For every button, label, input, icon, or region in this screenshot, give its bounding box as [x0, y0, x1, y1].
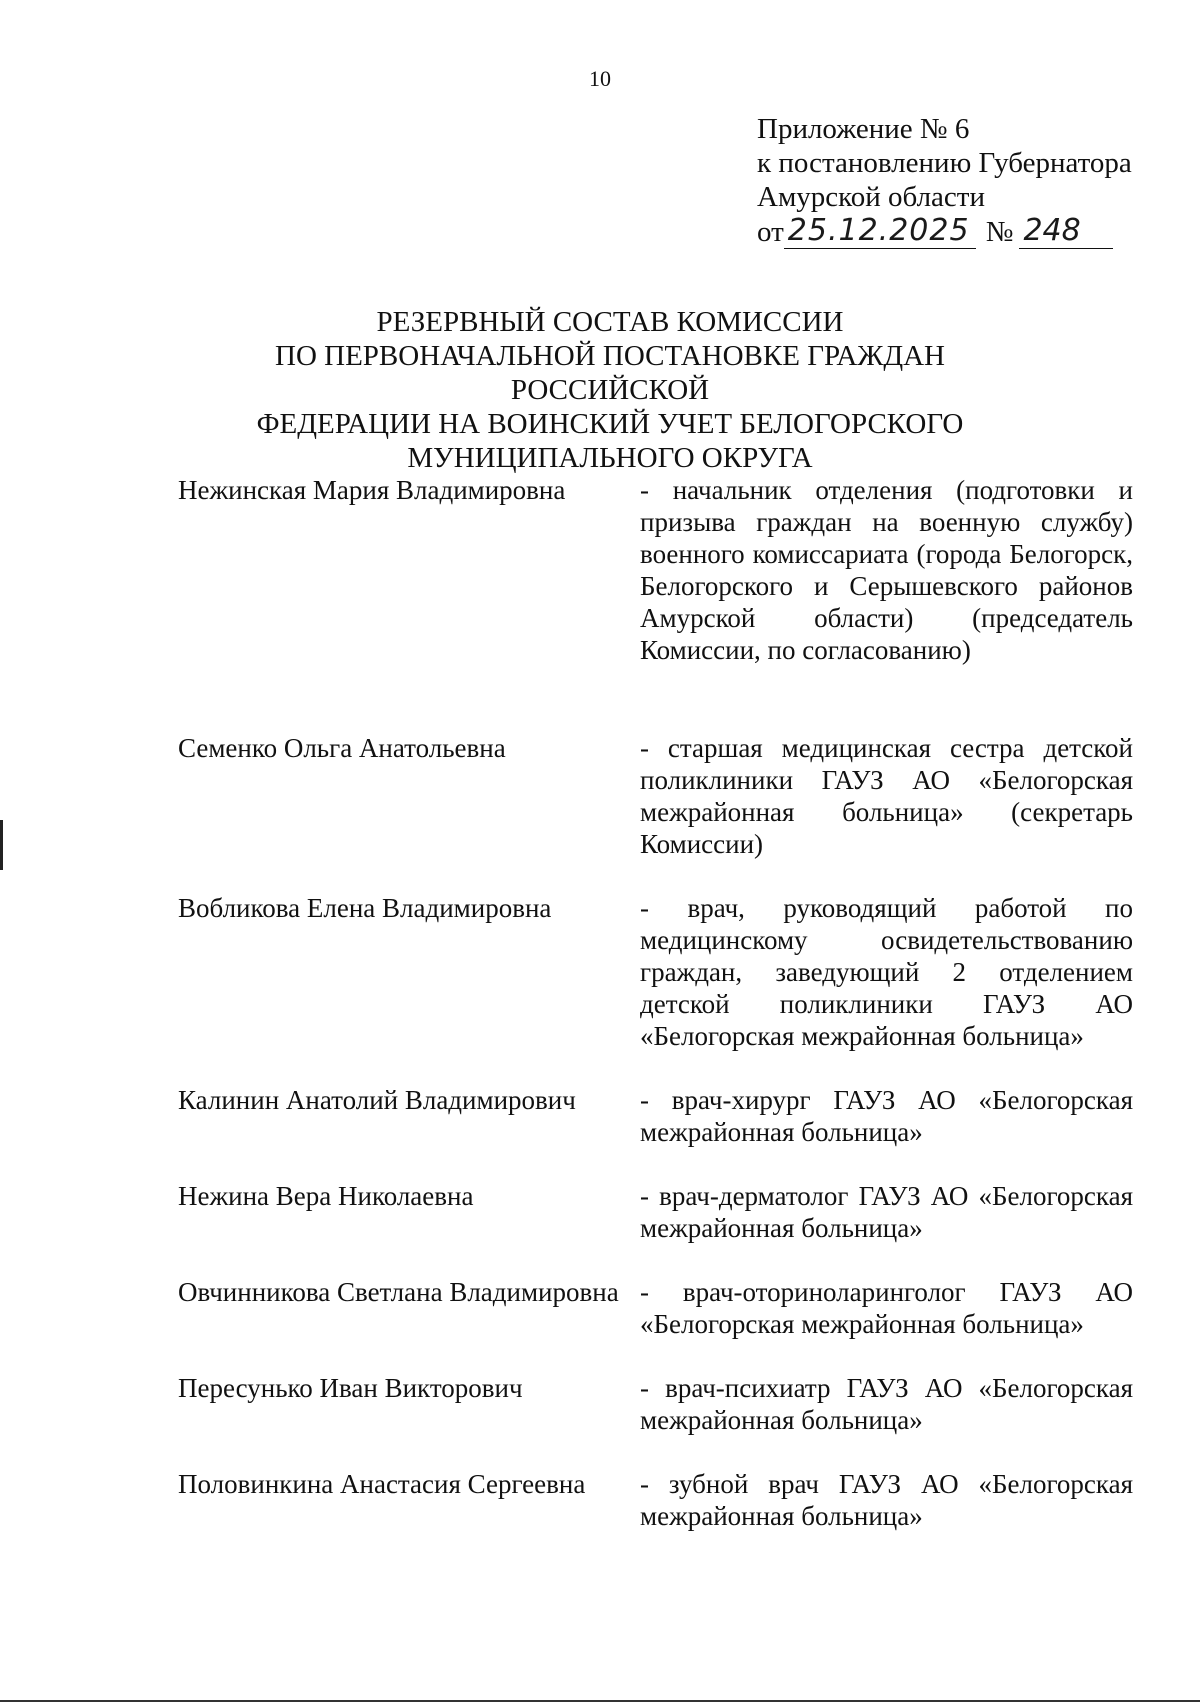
appendix-line-2: к постановлению Губернатора — [757, 147, 1132, 179]
member-row — [178, 892, 1133, 1052]
appendix-line-3: Амурской области — [757, 181, 985, 213]
member-role: - старшая медицинская сестра детской поликлиники ГАУЗ АО «Белогорская межрайонная больница» (секретарь Комиссии) — [640, 733, 1133, 859]
member-role: - врач-психиатр ГАУЗ АО «Белогорская межрайонная больница» — [640, 1373, 1133, 1435]
member-row — [178, 1180, 1133, 1244]
member-role: - зубной врач ГАУЗ АО «Белогорская межрайонная больница» — [640, 1469, 1133, 1531]
title-line-3: ФЕДЕРАЦИИ НА ВОИНСКИЙ УЧЕТ БЕЛОГОРСКОГО — [256, 408, 964, 440]
member-row — [178, 1468, 1133, 1532]
member-role: - врач, руководящий работой по медицинскому освидетельствованию граждан, заведующий 2 отделением детской поликлиники ГАУЗ АО «Белогорская межрайонная больница» — [640, 893, 1133, 1051]
page-number: 10 — [589, 66, 611, 91]
date-prefix: от — [757, 216, 784, 248]
document-title — [180, 305, 1040, 475]
member-row — [178, 1276, 1133, 1340]
member-role: - врач-оториноларинголог ГАУЗ АО «Белогорская межрайонная больница» — [640, 1277, 1133, 1339]
member-row — [178, 474, 1133, 666]
appendix-date-line — [757, 214, 1157, 249]
number-prefix: № — [985, 216, 1014, 248]
member-role: - врач-дерматолог ГАУЗ АО «Белогорская межрайонная больница» — [640, 1181, 1133, 1243]
scan-bottom-edge — [0, 1700, 1200, 1702]
member-name: Пересунько Иван Викторович — [178, 1373, 523, 1403]
member-name: Нежина Вера Николаевна — [178, 1181, 474, 1211]
member-row — [178, 732, 1133, 860]
member-name: Калинин Анатолий Владимирович — [178, 1085, 576, 1115]
appendix-block — [757, 112, 1157, 249]
scan-edge-mark — [0, 820, 3, 870]
member-name: Овчинникова Светлана Владимировна — [178, 1277, 619, 1307]
member-row — [178, 1372, 1133, 1436]
member-role: - начальник отделения (подготовки и призыва граждан на военную службу) военного комиссариата (города Белогорск, Белогорского и Серышевского районов Амурской области) (председатель Комиссии, по согласованию) — [640, 475, 1133, 665]
member-row — [178, 1084, 1133, 1148]
member-name: Половинкина Анастасия Сергеевна — [178, 1469, 586, 1499]
title-line-2: ПО ПЕРВОНАЧАЛЬНОЙ ПОСТАНОВКЕ ГРАЖДАН РОССИЙСКОЙ — [275, 340, 945, 406]
handwritten-number: 248 — [1019, 214, 1113, 249]
member-role: - врач-хирург ГАУЗ АО «Белогорская межрайонная больница» — [640, 1085, 1133, 1147]
member-name: Семенко Ольга Анатольевна — [178, 733, 506, 763]
member-name: Нежинская Мария Владимировна — [178, 475, 566, 505]
handwritten-date: 25.12.2025 — [784, 214, 976, 249]
appendix-line-1: Приложение № 6 — [757, 113, 970, 145]
member-name: Вобликова Елена Владимировна — [178, 893, 552, 923]
title-line-1: РЕЗЕРВНЫЙ СОСТАВ КОМИССИИ — [376, 306, 844, 338]
title-line-4: МУНИЦИПАЛЬНОГО ОКРУГА — [407, 442, 813, 474]
